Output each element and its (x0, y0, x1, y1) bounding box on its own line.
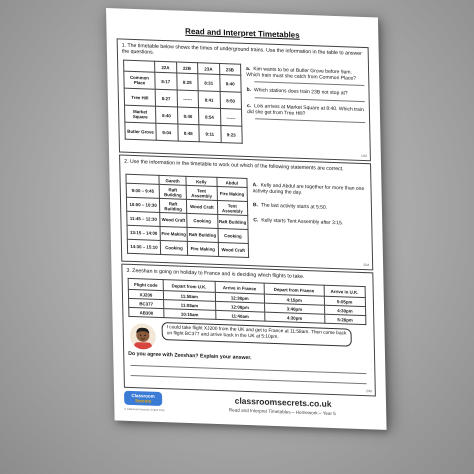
table-cell: 12:38pm (215, 292, 265, 303)
row-header: 9:00 – 9:45 (126, 183, 159, 198)
marks-q2: 2/M (363, 263, 370, 268)
answer-line (255, 97, 365, 102)
table-cell: 8:40 (156, 106, 178, 124)
table-cell: 8:48 (177, 124, 199, 142)
table-cell: Raft Building (187, 227, 218, 242)
worksheet-title: Read and Interpret Timetables (185, 26, 300, 40)
table-cell: Wood Craft (218, 242, 249, 257)
table-cell: 8:40 (219, 74, 241, 92)
table-cell: 3:40pm (265, 303, 325, 314)
column-header: Flight code (128, 278, 163, 290)
part-letter: A. (252, 182, 258, 189)
activity-timetable (125, 174, 249, 258)
table-cell: ------ (177, 90, 199, 108)
column-header: 22B (176, 62, 198, 74)
table-cell: 4:30pm (265, 312, 325, 323)
part-text: Kelly starts Tent Assembly after 3:15. (261, 217, 344, 226)
table-cell: 12:08pm (215, 301, 265, 312)
table-cell: 10:15am (164, 309, 216, 320)
marks-q3: 2/M (365, 389, 372, 394)
answer-line (254, 82, 364, 87)
question-2-frame (119, 154, 373, 270)
column-header: Kelly (186, 176, 217, 186)
part-text: Kelly and Abdul are together for more than one activity during the day. (252, 182, 365, 197)
row-header: XJ200 (128, 289, 163, 299)
row-header: 14:30 – 15:10 (127, 239, 160, 254)
answer-line (255, 118, 365, 123)
row-header: 13:15 – 14:00 (127, 225, 160, 240)
part-letter: B. (252, 202, 259, 209)
table-cell: Raft Building (159, 184, 186, 199)
row-header: Common Place (124, 71, 155, 89)
table-cell: 8:54 (199, 108, 221, 126)
answer-line (131, 375, 367, 384)
table-cell: 9:04 (156, 123, 178, 141)
logo-line-2: Secrets (135, 398, 152, 404)
q1-part-b (247, 87, 365, 97)
row-header: Tree Hill (124, 88, 155, 106)
part-letter: a. (246, 65, 251, 73)
q1-part-a (246, 66, 364, 83)
table-cell: Fire Making (187, 241, 218, 256)
table-cell: Tent Assembly (217, 200, 248, 215)
table-cell: ------ (220, 109, 242, 127)
part-text: Lois arrives at Market Square at 8:40. Which train did she get from Tree Hill? (246, 102, 364, 117)
column-header: 22A (155, 61, 177, 73)
table-cell: Raft Building (159, 198, 186, 213)
table-cell: 8:40 (177, 107, 199, 125)
column-header: Depart from U.K. (163, 280, 215, 293)
column-header: 23B (219, 63, 241, 75)
question-1-prompt: 1. The timetable below shows the times of underground trains. Use the information in the table to answer the questions. (121, 42, 362, 57)
copyright-text: © Classroom Secrets Limited 2019 (124, 407, 165, 413)
table-cell: 8:27 (155, 89, 177, 107)
table-cell: Raft Building (217, 214, 248, 229)
logo-line-1: Classroom (131, 392, 155, 399)
question-2-parts (253, 182, 368, 227)
train-timetable (123, 60, 243, 144)
question-3-frame (121, 264, 376, 397)
table-cell: 4:15pm (264, 294, 324, 305)
question-1-parts (246, 66, 365, 123)
part-letter: b. (246, 87, 252, 94)
table-cell: 9:23 (220, 126, 242, 144)
part-text: Kim wants to be at Butler Grove before 9am. Which train must she catch from Common Place? (246, 66, 357, 82)
question-2-prompt: 2. Use the information in the timetable to work out which of the following statements are correct. (124, 158, 344, 173)
part-letter: C. (253, 216, 259, 223)
speech-bubble: I could take flight XJ200 from the UK and get to France at 11:58am. Then come back on flight BC377 and arrive back in the UK at 5:10pm. (162, 322, 352, 347)
table-cell: 8:50 (220, 91, 242, 109)
question-3-prompt: 3. Zeeshan is going on holiday to France and is deciding which flights to take. (126, 267, 305, 280)
table-cell: 8:17 (155, 72, 177, 90)
table-cell: 5:05pm (324, 296, 366, 306)
table-cell: 8:28 (176, 73, 198, 91)
table-cell: Wood Craft (160, 212, 187, 227)
q1-part-c (247, 103, 365, 120)
row-header: 11:45 – 12:30 (127, 211, 160, 226)
table-cell: 5:28pm (324, 314, 366, 324)
worksheet (106, 8, 387, 430)
row-header: Butler Grove (125, 122, 156, 140)
column-header: Depart from France (264, 283, 324, 296)
table-cell: Fire Making (160, 226, 187, 241)
marks-q1: 1/M (360, 153, 367, 159)
column-header: Gareth (159, 175, 186, 185)
column-header: Arrive in U.K. (324, 285, 366, 297)
answer-line (130, 365, 366, 374)
table-cell: 11:40am (215, 310, 265, 321)
table-cell: Cooking (160, 240, 187, 255)
table-row (125, 122, 242, 143)
boy-avatar-icon (130, 323, 157, 350)
footer-subtitle: Read and Interpret Timetables – Homework – Year 5 (228, 407, 336, 417)
table-cell: Tent Assembly (186, 185, 217, 200)
column-header: Arrive in France (215, 281, 265, 294)
table-cell: Cooking (218, 228, 249, 243)
table-cell: Fire Making (217, 186, 248, 201)
part-text: The last activity starts at 5:50. (260, 202, 328, 212)
column-header: 23A (198, 63, 220, 75)
table-cell: 4:30pm (324, 305, 366, 315)
table-cell: Cooking (187, 213, 218, 228)
footer-brand: classroomsecrets.co.uk (234, 395, 332, 409)
row-header: AB300 (129, 307, 164, 317)
question-1-frame (117, 38, 371, 161)
row-header: 10:00 – 10:30 (126, 197, 159, 212)
row-header: Market Square (125, 105, 156, 123)
column-header: Abdul (216, 177, 247, 187)
zeeshan-avatar (130, 323, 157, 350)
flight-timetable (128, 278, 367, 325)
table-cell: 8:41 (198, 91, 220, 109)
table-cell: 11:58am (163, 291, 215, 302)
table-cell: 9:11 (199, 125, 221, 143)
table-cell: 11:08am (164, 300, 216, 311)
classroom-secrets-logo (124, 391, 162, 406)
table-cell: 8:31 (198, 74, 220, 92)
part-letter: c. (246, 102, 252, 109)
question-3-ask: Do you agree with Zeeshan? Explain your answer. (128, 350, 252, 362)
row-header: BC377 (129, 298, 164, 308)
table-cell: Wood Craft (186, 199, 217, 214)
table-row (127, 239, 248, 257)
part-text: Which stations does train 23B not stop at? (253, 87, 348, 97)
